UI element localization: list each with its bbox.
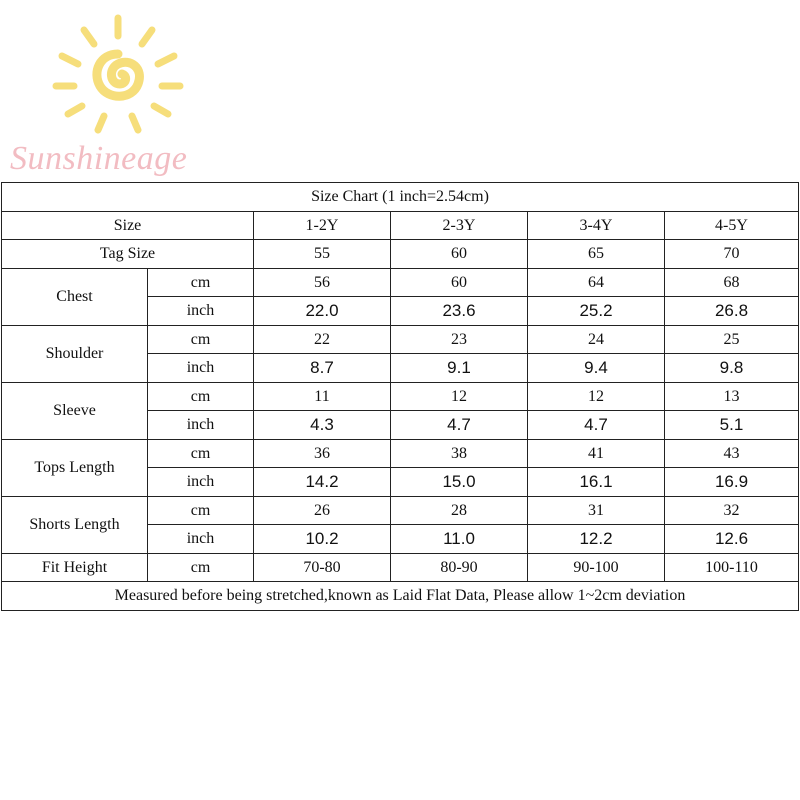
inch-value: 8.7 — [254, 354, 391, 383]
title-row — [2, 183, 799, 212]
sun-icon — [48, 12, 188, 142]
size-label: Size — [2, 211, 254, 240]
cm-value: 23 — [391, 325, 528, 354]
cm-value: 11 — [254, 382, 391, 411]
size-cell: 2-3Y — [391, 211, 528, 240]
cm-value: 38 — [391, 439, 528, 468]
cm-value: 25 — [665, 325, 799, 354]
cm-value: 68 — [665, 268, 799, 297]
table-row — [2, 382, 799, 411]
unit-label: inch — [148, 411, 254, 440]
inch-value: 15.0 — [391, 468, 528, 497]
tag-size-cell: 65 — [528, 240, 665, 269]
cm-value: 31 — [528, 496, 665, 525]
inch-value: 4.7 — [528, 411, 665, 440]
table-row — [2, 496, 799, 525]
measurement-name: Shorts Length — [2, 496, 148, 553]
table-row — [2, 325, 799, 354]
table-row — [2, 439, 799, 468]
cm-value: 64 — [528, 268, 665, 297]
cm-value: 56 — [254, 268, 391, 297]
measurement-name: Shoulder — [2, 325, 148, 382]
measurement-name: Chest — [2, 268, 148, 325]
footer-note: Measured before being stretched,known as Laid Flat Data, Please allow 1~2cm deviation — [2, 582, 799, 611]
inch-value: 9.8 — [665, 354, 799, 383]
cm-value: 28 — [391, 496, 528, 525]
fit-height-label: Fit Height — [2, 553, 148, 582]
fit-height-cell: 70-80 — [254, 553, 391, 582]
size-row — [2, 211, 799, 240]
cm-value: 60 — [391, 268, 528, 297]
inch-value: 4.7 — [391, 411, 528, 440]
cm-value: 41 — [528, 439, 665, 468]
unit-label: cm — [148, 439, 254, 468]
tag-size-row — [2, 240, 799, 269]
unit-label: cm — [148, 325, 254, 354]
unit-label: cm — [148, 553, 254, 582]
unit-label: cm — [148, 382, 254, 411]
size-cell: 4-5Y — [665, 211, 799, 240]
cm-value: 26 — [254, 496, 391, 525]
inch-value: 26.8 — [665, 297, 799, 326]
inch-value: 5.1 — [665, 411, 799, 440]
inch-value: 16.9 — [665, 468, 799, 497]
inch-value: 12.2 — [528, 525, 665, 554]
inch-value: 12.6 — [665, 525, 799, 554]
measurement-name: Tops Length — [2, 439, 148, 496]
brand-name: Sunshineage — [10, 140, 188, 177]
inch-value: 14.2 — [254, 468, 391, 497]
inch-value: 10.2 — [254, 525, 391, 554]
size-chart-table — [1, 182, 799, 611]
fit-height-cell: 100-110 — [665, 553, 799, 582]
cm-value: 12 — [528, 382, 665, 411]
unit-label: inch — [148, 354, 254, 383]
measurement-name: Sleeve — [2, 382, 148, 439]
fit-height-cell: 90-100 — [528, 553, 665, 582]
cm-value: 12 — [391, 382, 528, 411]
fit-height-row — [2, 553, 799, 582]
footer-row — [2, 582, 799, 611]
inch-value: 23.6 — [391, 297, 528, 326]
tag-size-cell: 55 — [254, 240, 391, 269]
inch-value: 25.2 — [528, 297, 665, 326]
table-row — [2, 268, 799, 297]
unit-label: inch — [148, 297, 254, 326]
inch-value: 11.0 — [391, 525, 528, 554]
inch-value: 22.0 — [254, 297, 391, 326]
inch-value: 9.4 — [528, 354, 665, 383]
inch-value: 16.1 — [528, 468, 665, 497]
size-cell: 3-4Y — [528, 211, 665, 240]
size-cell: 1-2Y — [254, 211, 391, 240]
cm-value: 24 — [528, 325, 665, 354]
inch-value: 4.3 — [254, 411, 391, 440]
unit-label: inch — [148, 525, 254, 554]
cm-value: 36 — [254, 439, 391, 468]
cm-value: 22 — [254, 325, 391, 354]
sunshineage-logo — [8, 12, 228, 177]
inch-value: 9.1 — [391, 354, 528, 383]
tag-size-cell: 70 — [665, 240, 799, 269]
unit-label: cm — [148, 496, 254, 525]
cm-value: 32 — [665, 496, 799, 525]
unit-label: cm — [148, 268, 254, 297]
tag-size-label: Tag Size — [2, 240, 254, 269]
tag-size-cell: 60 — [391, 240, 528, 269]
cm-value: 13 — [665, 382, 799, 411]
fit-height-cell: 80-90 — [391, 553, 528, 582]
unit-label: inch — [148, 468, 254, 497]
cm-value: 43 — [665, 439, 799, 468]
chart-title: Size Chart (1 inch=2.54cm) — [2, 183, 799, 212]
